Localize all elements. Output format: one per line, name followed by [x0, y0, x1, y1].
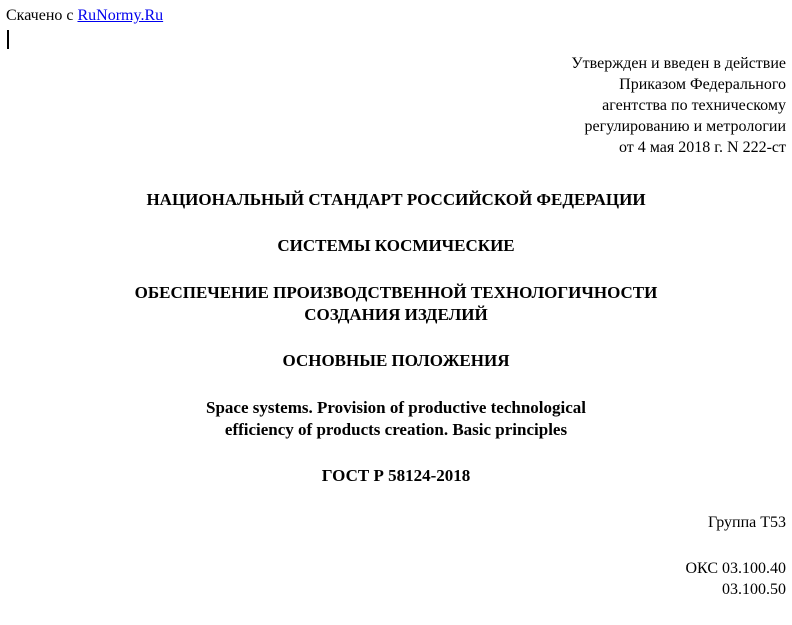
approval-line: от 4 мая 2018 г. N 222-ст — [619, 139, 786, 156]
text-cursor — [7, 30, 9, 49]
group-text: Группа Т53 — [707, 514, 786, 531]
english-title-line: Space systems. Provision of productive technological — [206, 398, 586, 417]
provision-line: ОБЕСПЕЧЕНИЕ ПРОИЗВОДСТВЕННОЙ ТЕХНОЛОГИЧНОСТИ — [134, 283, 658, 302]
approval-block — [386, 53, 786, 158]
space-systems-heading — [0, 235, 792, 257]
approval-line: Утвержден и введен в действие — [571, 55, 786, 72]
space-systems-text: СИСТЕМЫ КОСМИЧЕСКИЕ — [277, 236, 515, 255]
basic-provisions-heading — [0, 350, 792, 372]
national-standard-text: НАЦИОНАЛЬНЫЙ СТАНДАРТ РОССИЙСКОЙ ФЕДЕРАЦИИ — [146, 190, 646, 209]
oks-line: ОКС 03.100.40 — [685, 560, 786, 577]
source-prefix: Скачено с — [6, 7, 78, 24]
gost-number-text: ГОСТ Р 58124-2018 — [321, 466, 471, 485]
approval-line: регулированию и метрологии — [584, 118, 786, 135]
approval-line: Приказом Федерального — [619, 76, 786, 93]
english-title — [0, 397, 792, 441]
oks-line: 03.100.50 — [722, 581, 786, 598]
oks-block — [486, 558, 786, 600]
basic-provisions-text: ОСНОВНЫЕ ПОЛОЖЕНИЯ — [282, 351, 510, 370]
group-block — [486, 512, 786, 533]
gost-number-heading — [0, 465, 792, 487]
provision-heading — [0, 282, 792, 326]
source-line — [6, 6, 163, 26]
runormy-link[interactable]: RuNormy.Ru — [77, 7, 164, 24]
provision-line: СОЗДАНИЯ ИЗДЕЛИЙ — [304, 305, 488, 324]
english-title-line: efficiency of products creation. Basic principles — [224, 420, 568, 439]
approval-line: агентства по техническому — [602, 97, 786, 114]
national-standard-heading — [0, 189, 792, 211]
